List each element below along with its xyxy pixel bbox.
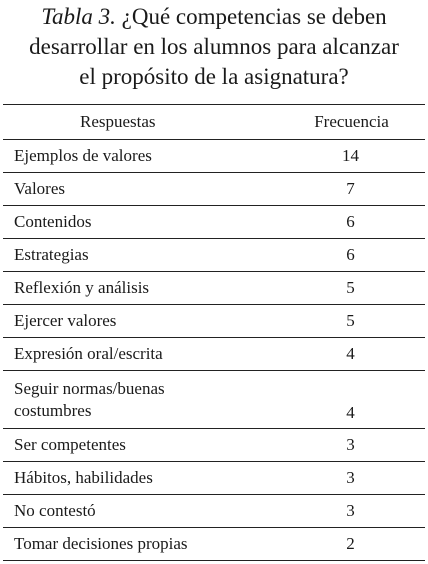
- cell-frecuencia: 5: [284, 272, 425, 305]
- cell-respuesta-line-1: Seguir normas/buenas: [14, 378, 165, 398]
- cell-respuesta: Contenidos: [3, 206, 284, 239]
- table-row: [3, 173, 425, 206]
- cell-respuesta: Hábitos, habilidades: [3, 462, 284, 495]
- competencias-table: [3, 104, 425, 561]
- caption-label: Tabla 3.: [41, 4, 116, 29]
- cell-frecuencia: 14: [284, 140, 425, 173]
- caption-line-1: [0, 2, 428, 32]
- table-row: [3, 495, 425, 528]
- cell-frecuencia: 3: [284, 462, 425, 495]
- table-header-row: [3, 105, 425, 140]
- table-row: [3, 429, 425, 462]
- cell-respuesta: Valores: [3, 173, 284, 206]
- table-row: [3, 140, 425, 173]
- table-row: [3, 272, 425, 305]
- header-respuestas: Respuestas: [3, 105, 284, 140]
- cell-frecuencia: 6: [284, 239, 425, 272]
- cell-respuesta: Estrategias: [3, 239, 284, 272]
- cell-respuesta: [3, 371, 284, 429]
- table-row: [3, 239, 425, 272]
- table-row: [3, 462, 425, 495]
- table-row: [3, 528, 425, 561]
- table-row: [3, 338, 425, 371]
- cell-frecuencia: 3: [284, 429, 425, 462]
- caption-text-1: ¿Qué competencias se deben: [121, 4, 387, 29]
- header-frecuencia: Frecuencia: [284, 105, 425, 140]
- cell-respuesta: Tomar decisiones propias: [3, 528, 284, 561]
- cell-respuesta: Expresión oral/escrita: [3, 338, 284, 371]
- cell-frecuencia: 2: [284, 528, 425, 561]
- cell-respuesta: Ejercer valores: [3, 305, 284, 338]
- cell-respuesta: Ejemplos de valores: [3, 140, 284, 173]
- cell-frecuencia: 7: [284, 173, 425, 206]
- table-caption: [0, 2, 428, 92]
- cell-frecuencia: 4: [284, 338, 425, 371]
- cell-respuesta: Reflexión y análisis: [3, 272, 284, 305]
- cell-respuesta: No contestó: [3, 495, 284, 528]
- cell-frecuencia: 3: [284, 495, 425, 528]
- cell-frecuencia: 4: [284, 371, 425, 429]
- table-row: [3, 371, 425, 429]
- caption-line-3: el propósito de la asignatura?: [79, 64, 349, 89]
- cell-respuesta: Ser competentes: [3, 429, 284, 462]
- table-row: [3, 206, 425, 239]
- table-row: [3, 305, 425, 338]
- cell-frecuencia: 6: [284, 206, 425, 239]
- cell-frecuencia: 5: [284, 305, 425, 338]
- caption-line-2: desarrollar en los alumnos para alcanzar: [29, 34, 399, 59]
- cell-respuesta-line-2: costumbres: [14, 400, 92, 420]
